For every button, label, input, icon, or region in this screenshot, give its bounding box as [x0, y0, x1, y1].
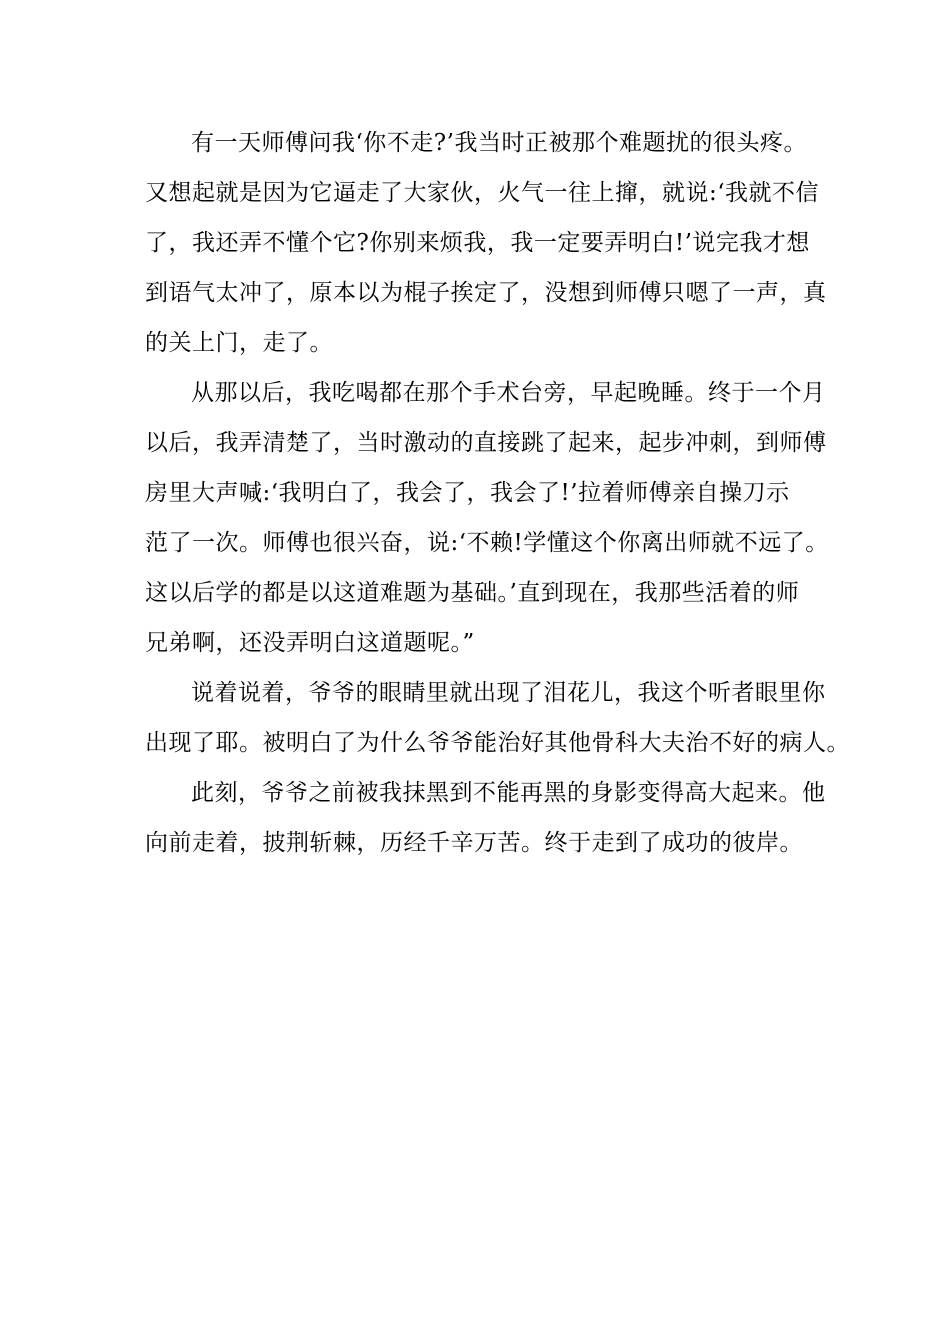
- paragraph-1-line-5: 的关上门，走了。: [145, 330, 333, 356]
- paragraph-3-line-1: 说着说着，爷爷的眼睛里就出现了泪花儿，我这个听者眼里你: [191, 680, 826, 706]
- paragraph-2-line-3: 房里大声喊:‘我明白了，我会了，我会了!’拉着师傅亲自操刀示: [145, 480, 790, 506]
- paragraph-2-line-5: 这以后学的都是以这道难题为基础。’直到现在，我那些活着的师: [145, 580, 800, 606]
- paragraph-1-line-1: 有一天师傅问我‘你不走?’我当时正被那个难题扰的很头疼。: [191, 130, 807, 156]
- paragraph-1-line-3: 了，我还弄不懂个它?你别来烦我，我一定要弄明白!’说完我才想: [145, 230, 810, 256]
- paragraph-1-line-2: 又想起就是因为它逼走了大家伙，火气一往上撺，就说:‘我就不信: [145, 180, 820, 206]
- paragraph-1-line-4: 到语气太冲了，原本以为棍子挨定了，没想到师傅只嗯了一声，真: [145, 280, 827, 306]
- paragraph-3-line-2: 出现了耶。被明白了为什么爷爷能治好其他骨科大夫治不好的病人。: [145, 730, 850, 756]
- paragraph-2-line-1: 从那以后，我吃喝都在那个手术台旁，早起晚睡。终于一个月: [191, 380, 826, 406]
- paragraph-4-line-2: 向前走着，披荆斩棘，历经千辛万苦。终于走到了成功的彼岸。: [145, 830, 803, 856]
- paragraph-2-line-2: 以后，我弄清楚了，当时激动的直接跳了起来，起步冲刺，到师傅: [145, 430, 827, 456]
- paragraph-2-line-6: 兄弟啊，还没弄明白这道题呢。”: [145, 630, 475, 656]
- paragraph-4-line-1: 此刻，爷爷之前被我抹黑到不能再黑的身影变得高大起来。他: [191, 780, 826, 806]
- paragraph-2-line-4: 范了一次。师傅也很兴奋，说:‘不赖!学懂这个你离出师就不远了。: [145, 530, 829, 556]
